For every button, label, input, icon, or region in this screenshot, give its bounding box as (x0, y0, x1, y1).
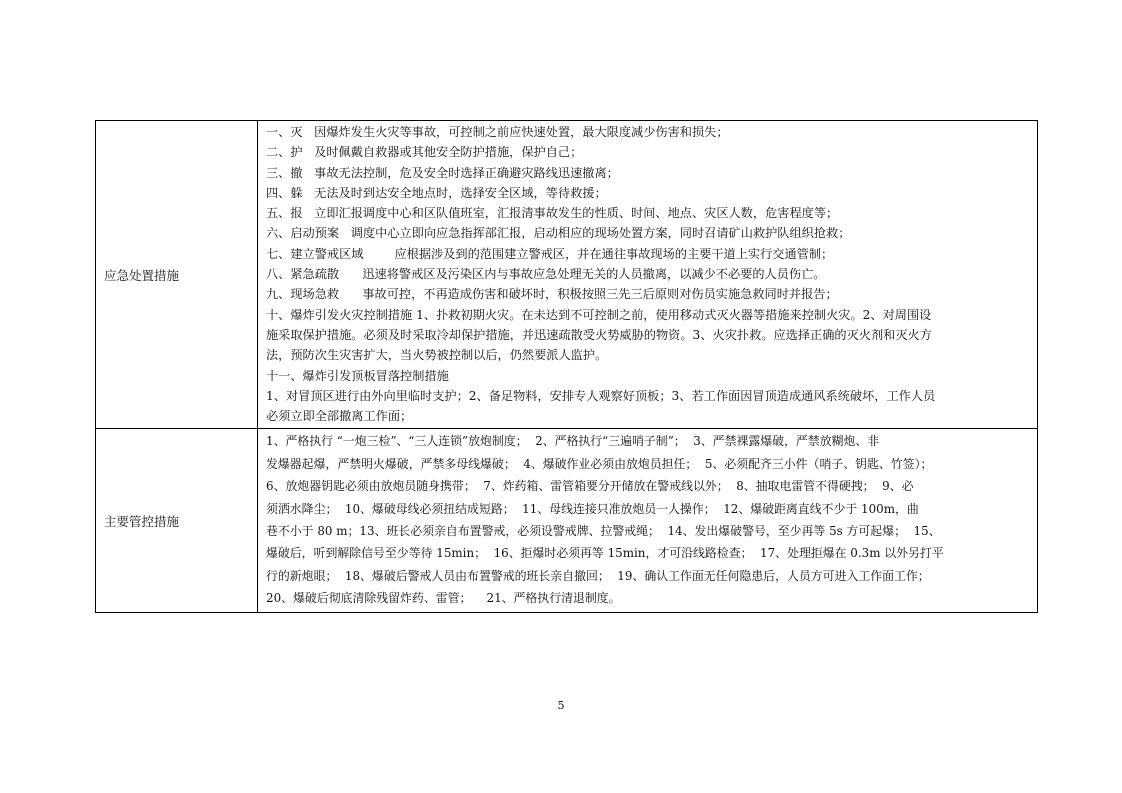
text-line: 六、启动预案 调度中心立即向应急指挥部汇报，启动相应的现场处置方案，同时召请矿山救护队组织抢救； (266, 226, 851, 241)
text-line: 十一、爆炸引发顶板冒落控制措施 (266, 368, 449, 383)
measures-table (95, 120, 1038, 613)
text-line: 二、护 及时佩戴自救器或其他安全防护措施，保护自己； (266, 145, 583, 160)
text-line: 一、灭 因爆炸发生火灾等事故，可控制之前应快速处置，最大限度减少伤害和损失； (266, 125, 729, 139)
text-line: 行的新炮眼； 18、爆破后警戒人员由布置警戒的班长亲自撤回； 19、确认工作面无任何隐患后，人员方可进入工作面工作； (266, 568, 930, 583)
text-line: 1、对冒顶区进行由外向里临时支护；2、备足物料，安排专人观察好顶板；3、若工作面因冒顶造成通风系统破坏，工作人员 (266, 388, 936, 403)
label-cell (96, 429, 258, 612)
text-line: 巷不小于 80 m；13、班长必须亲自布置警戒，必须设警戒牌、拉警戒绳； 14、发出爆破警号，至少再等 5s 方可起爆； 15、 (266, 524, 941, 539)
page-number: 5 (557, 699, 565, 712)
text-line: 五、报 立即汇报调度中心和区队值班室，汇报清事故发生的性质、时间、地点、灾区人数，危害程度等； (266, 206, 839, 221)
text-line: 发爆器起爆，严禁明火爆破，严禁多母线爆破； 4、爆破作业必须由放炮员担任； 5、必须配齐三小件（哨子、钥匙、竹签）； (266, 456, 933, 471)
text-line: 爆破后，听到解除信号至少等待 15min； 16、拒爆时必须再等 15min，才可沿线路检查； 17、处理拒爆在 0.3m 以外另打平 (266, 546, 944, 561)
text-line: 法，预防次生灾害扩大，当火势被控制以后，仍然要派人监护。 (266, 348, 608, 363)
text-line: 十、爆炸引发火灾控制措施 1、扑救初期火灾。在未达到不可控制之前，使用移动式灭火器等措施来控制火灾。2、对周围设 (266, 307, 932, 322)
text-line: 须洒水降尘； 10、爆破母线必须扭结成短路； 11、母线连接只准放炮员一人操作； 12、爆破距离直线不少于 100m，曲 (266, 501, 919, 516)
text-line: 八、紧急疏散 迅速将警戒区及污染区内与事故应急处理无关的人员撤离，以减少不必要的人员伤亡。 (266, 267, 826, 282)
text-line: 七、建立警戒区域 应根据涉及到的范围建立警戒区，并在通往事故现场的主要干道上实行交通管制； (266, 246, 834, 261)
row-label: 主要管控措施 (104, 513, 180, 529)
content-cell (258, 429, 1038, 612)
text-line: 四、躲 无法及时到达安全地点时，选择安全区域，等待救援； (266, 185, 607, 200)
text-line: 20、爆破后彻底清除残留炸药、雷管； 21、严格执行清退制度。 (266, 591, 621, 606)
content-cell (258, 121, 1038, 429)
text-line: 1、严格执行 “一炮三检”、“三人连锁”放炮制度； 2、严格执行“三遍哨子制”； 3、严禁裸露爆破，严禁放糊炮、非 (266, 434, 880, 449)
text-line: 三、撤 事故无法控制，危及安全时选择正确避灾路线迅速撤离； (266, 165, 619, 180)
text-line: 九、现场急救 事故可控，不再造成伤害和破坏时，积极按照三先三后原则对伤员实施急救同时并报告； (266, 287, 838, 302)
text-line: 必须立即全部撤离工作面； (266, 409, 413, 424)
label-cell (96, 121, 258, 429)
text-line: 6、放炮器钥匙必须由放炮员随身携带； 7、炸药箱、雷管箱要分开储放在警戒线以外； 8、抽取电雷管不得硬拽； 9、必 (266, 479, 914, 494)
row-label: 应急处置措施 (104, 267, 180, 283)
table-row-emergency (96, 121, 1038, 429)
table-row-controls (96, 429, 1038, 612)
text-line: 施采取保护措施。必须及时采取冷却保护措施，并迅速疏散受火势威胁的物资。3、火灾扑救。应选择正确的灭火剂和灭火方 (266, 327, 932, 342)
